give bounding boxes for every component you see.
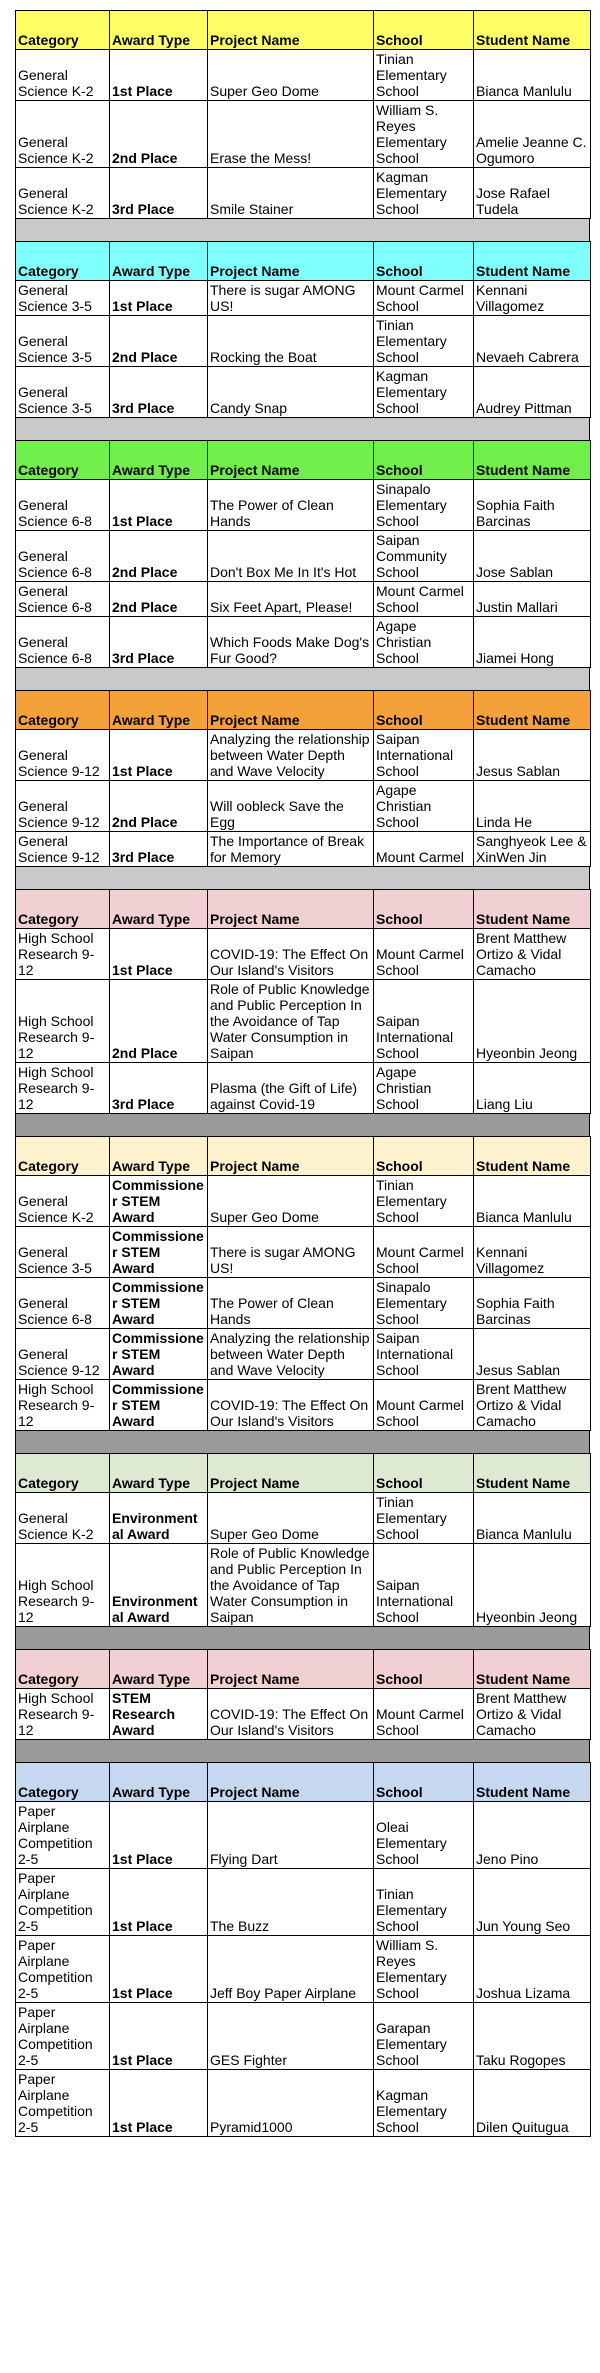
header-category: Category: [16, 1763, 110, 1802]
header-project-name: Project Name: [208, 1763, 374, 1802]
header-category: Category: [16, 890, 110, 929]
cell-award: STEM Research Award: [110, 1689, 208, 1740]
cell-student: Jose Rafael Tudela: [474, 168, 591, 219]
cell-category: General Science 6-8: [16, 582, 110, 617]
header-row: [16, 1454, 591, 1493]
header-school: School: [374, 1137, 474, 1176]
cell-school: Mount Carmel School: [374, 582, 474, 617]
cell-student: Hyeonbin Jeong: [474, 980, 591, 1063]
awards-table-section: [15, 1762, 591, 2137]
header-award-type: Award Type: [110, 1137, 208, 1176]
cell-school: Saipan International School: [374, 1544, 474, 1627]
table-row: [16, 316, 591, 367]
cell-student: Bianca Manlulu: [474, 50, 591, 101]
cell-school: William S. Reyes Elementary School: [374, 101, 474, 168]
header-award-type: Award Type: [110, 441, 208, 480]
cell-school: Garapan Elementary School: [374, 2003, 474, 2070]
header-project-name: Project Name: [208, 691, 374, 730]
cell-project: Will oobleck Save the Egg: [208, 781, 374, 832]
cell-school: Saipan International School: [374, 730, 474, 781]
awards-table-section: [15, 690, 591, 867]
cell-project: Analyzing the relationship between Water Depth and Wave Velocity: [208, 730, 374, 781]
cell-project: COVID-19: The Effect On Our Island's Visitors: [208, 1380, 374, 1431]
cell-category: General Science 6-8: [16, 617, 110, 668]
cell-project: Jeff Boy Paper Airplane: [208, 1936, 374, 2003]
table-row: [16, 1544, 591, 1627]
cell-project: Super Geo Dome: [208, 1493, 374, 1544]
cell-student: Jeno Pino: [474, 1802, 591, 1869]
table-row: [16, 1493, 591, 1544]
cell-project: Which Foods Make Dog's Fur Good?: [208, 617, 374, 668]
cell-category: High School Research 9-12: [16, 1544, 110, 1627]
header-project-name: Project Name: [208, 1454, 374, 1493]
cell-project: Plasma (the Gift of Life) against Covid-19: [208, 1063, 374, 1114]
cell-category: Paper Airplane Competition 2-5: [16, 1936, 110, 2003]
table-row: [16, 101, 591, 168]
cell-category: High School Research 9-12: [16, 1689, 110, 1740]
cell-student: Jesus Sablan: [474, 1329, 591, 1380]
cell-category: General Science 9-12: [16, 730, 110, 781]
header-row: [16, 1650, 591, 1689]
table-row: [16, 2003, 591, 2070]
table-row: [16, 1936, 591, 2003]
cell-school: Tinian Elementary School: [374, 50, 474, 101]
table-row: [16, 2070, 591, 2137]
header-project-name: Project Name: [208, 441, 374, 480]
cell-award: 3rd Place: [110, 1063, 208, 1114]
cell-school: Saipan Community School: [374, 531, 474, 582]
cell-category: General Science 3-5: [16, 1227, 110, 1278]
cell-project: There is sugar AMONG US!: [208, 1227, 374, 1278]
table-row: [16, 531, 591, 582]
cell-category: General Science 6-8: [16, 480, 110, 531]
table-row: [16, 582, 591, 617]
cell-category: General Science K-2: [16, 168, 110, 219]
header-project-name: Project Name: [208, 1650, 374, 1689]
cell-student: Nevaeh Cabrera: [474, 316, 591, 367]
cell-project: Super Geo Dome: [208, 1176, 374, 1227]
header-student-name: Student Name: [474, 441, 591, 480]
cell-school: Tinian Elementary School: [374, 1176, 474, 1227]
cell-award: Commissioner STEM Award: [110, 1278, 208, 1329]
header-award-type: Award Type: [110, 890, 208, 929]
cell-award: 2nd Place: [110, 781, 208, 832]
cell-student: Jesus Sablan: [474, 730, 591, 781]
cell-category: General Science 9-12: [16, 1329, 110, 1380]
cell-school: Agape Christian School: [374, 617, 474, 668]
cell-project: Role of Public Knowledge and Public Perception In the Avoidance of Tap Water Consumption in Saipan: [208, 1544, 374, 1627]
cell-student: Brent Matthew Ortizo & Vidal Camacho: [474, 929, 591, 980]
awards-table-section: [15, 1136, 591, 1431]
cell-category: General Science 9-12: [16, 832, 110, 867]
header-student-name: Student Name: [474, 242, 591, 281]
section-separator: [15, 668, 590, 690]
cell-school: Mount Carmel School: [374, 1689, 474, 1740]
section-separator: [15, 1114, 590, 1136]
cell-school: Sinapalo Elementary School: [374, 480, 474, 531]
cell-school: Agape Christian School: [374, 1063, 474, 1114]
cell-award: 1st Place: [110, 929, 208, 980]
cell-student: Liang Liu: [474, 1063, 591, 1114]
cell-category: General Science 6-8: [16, 531, 110, 582]
header-project-name: Project Name: [208, 1137, 374, 1176]
header-project-name: Project Name: [208, 242, 374, 281]
cell-student: Sophia Faith Barcinas: [474, 1278, 591, 1329]
table-row: [16, 1869, 591, 1936]
table-row: [16, 480, 591, 531]
cell-project: Flying Dart: [208, 1802, 374, 1869]
cell-student: Amelie Jeanne C. Ogumoro: [474, 101, 591, 168]
cell-project: COVID-19: The Effect On Our Island's Visitors: [208, 929, 374, 980]
cell-award: 2nd Place: [110, 531, 208, 582]
cell-school: Saipan International School: [374, 980, 474, 1063]
cell-award: 3rd Place: [110, 617, 208, 668]
cell-school: Kagman Elementary School: [374, 168, 474, 219]
cell-award: Commissioner STEM Award: [110, 1227, 208, 1278]
cell-project: Analyzing the relationship between Water Depth and Wave Velocity: [208, 1329, 374, 1380]
cell-category: General Science K-2: [16, 101, 110, 168]
awards-table-section: [15, 440, 591, 668]
table-row: [16, 168, 591, 219]
header-student-name: Student Name: [474, 1137, 591, 1176]
cell-award: 3rd Place: [110, 832, 208, 867]
table-row: [16, 50, 591, 101]
cell-student: Brent Matthew Ortizo & Vidal Camacho: [474, 1380, 591, 1431]
cell-award: 1st Place: [110, 1936, 208, 2003]
table-row: [16, 730, 591, 781]
section-separator: [15, 1431, 590, 1453]
cell-category: Paper Airplane Competition 2-5: [16, 1869, 110, 1936]
header-category: Category: [16, 242, 110, 281]
awards-sheet: [15, 10, 590, 2137]
awards-table-section: [15, 889, 591, 1114]
header-school: School: [374, 242, 474, 281]
cell-award: 1st Place: [110, 50, 208, 101]
table-row: [16, 1802, 591, 1869]
cell-award: 1st Place: [110, 2003, 208, 2070]
cell-award: 1st Place: [110, 480, 208, 531]
cell-school: Kagman Elementary School: [374, 367, 474, 418]
header-row: [16, 242, 591, 281]
header-row: [16, 11, 591, 50]
header-student-name: Student Name: [474, 890, 591, 929]
header-row: [16, 1763, 591, 1802]
cell-award: 2nd Place: [110, 980, 208, 1063]
cell-project: Rocking the Boat: [208, 316, 374, 367]
table-row: [16, 1329, 591, 1380]
header-school: School: [374, 1454, 474, 1493]
table-row: [16, 367, 591, 418]
section-separator: [15, 1740, 590, 1762]
cell-category: General Science 3-5: [16, 316, 110, 367]
header-school: School: [374, 1763, 474, 1802]
cell-project: Candy Snap: [208, 367, 374, 418]
cell-award: Environmental Award: [110, 1544, 208, 1627]
cell-student: Linda He: [474, 781, 591, 832]
cell-project: There is sugar AMONG US!: [208, 281, 374, 316]
table-row: [16, 832, 591, 867]
cell-project: Erase the Mess!: [208, 101, 374, 168]
cell-student: Audrey Pittman: [474, 367, 591, 418]
header-project-name: Project Name: [208, 11, 374, 50]
header-award-type: Award Type: [110, 11, 208, 50]
cell-school: Tinian Elementary School: [374, 316, 474, 367]
cell-category: General Science K-2: [16, 1493, 110, 1544]
cell-school: Agape Christian School: [374, 781, 474, 832]
header-award-type: Award Type: [110, 1650, 208, 1689]
header-school: School: [374, 441, 474, 480]
cell-category: General Science 3-5: [16, 367, 110, 418]
awards-table-section: [15, 241, 591, 418]
header-category: Category: [16, 1137, 110, 1176]
table-row: [16, 617, 591, 668]
cell-category: General Science 3-5: [16, 281, 110, 316]
cell-student: Sophia Faith Barcinas: [474, 480, 591, 531]
header-school: School: [374, 1650, 474, 1689]
cell-school: Mount Carmel School: [374, 929, 474, 980]
awards-table-section: [15, 10, 591, 219]
cell-project: The Importance of Break for Memory: [208, 832, 374, 867]
header-school: School: [374, 11, 474, 50]
cell-award: Commissioner STEM Award: [110, 1176, 208, 1227]
table-row: [16, 1689, 591, 1740]
awards-table-section: [15, 1649, 591, 1740]
header-student-name: Student Name: [474, 691, 591, 730]
cell-project: Don't Box Me In It's Hot: [208, 531, 374, 582]
table-row: [16, 1176, 591, 1227]
cell-school: Tinian Elementary School: [374, 1869, 474, 1936]
cell-school: Tinian Elementary School: [374, 1493, 474, 1544]
cell-award: 3rd Place: [110, 168, 208, 219]
cell-project: Pyramid1000: [208, 2070, 374, 2137]
cell-award: 2nd Place: [110, 316, 208, 367]
table-row: [16, 1063, 591, 1114]
header-category: Category: [16, 11, 110, 50]
cell-project: Six Feet Apart, Please!: [208, 582, 374, 617]
cell-award: Commissioner STEM Award: [110, 1329, 208, 1380]
cell-category: General Science 6-8: [16, 1278, 110, 1329]
cell-school: Mount Carmel School: [374, 281, 474, 316]
awards-table-section: [15, 1453, 591, 1627]
cell-project: The Power of Clean Hands: [208, 480, 374, 531]
cell-student: Kennani Villagomez: [474, 1227, 591, 1278]
header-category: Category: [16, 1650, 110, 1689]
cell-award: 1st Place: [110, 2070, 208, 2137]
cell-category: General Science K-2: [16, 50, 110, 101]
cell-award: 1st Place: [110, 1869, 208, 1936]
cell-category: High School Research 9-12: [16, 1063, 110, 1114]
cell-category: Paper Airplane Competition 2-5: [16, 2003, 110, 2070]
table-row: [16, 1227, 591, 1278]
cell-student: Jose Sablan: [474, 531, 591, 582]
header-category: Category: [16, 1454, 110, 1493]
cell-student: Brent Matthew Ortizo & Vidal Camacho: [474, 1689, 591, 1740]
cell-category: High School Research 9-12: [16, 929, 110, 980]
header-row: [16, 691, 591, 730]
cell-school: Oleai Elementary School: [374, 1802, 474, 1869]
cell-student: Jun Young Seo: [474, 1869, 591, 1936]
cell-category: High School Research 9-12: [16, 980, 110, 1063]
cell-school: Saipan International School: [374, 1329, 474, 1380]
header-student-name: Student Name: [474, 1650, 591, 1689]
header-student-name: Student Name: [474, 1763, 591, 1802]
cell-school: Sinapalo Elementary School: [374, 1278, 474, 1329]
cell-category: Paper Airplane Competition 2-5: [16, 1802, 110, 1869]
cell-award: 3rd Place: [110, 367, 208, 418]
cell-student: Sanghyeok Lee & XinWen Jin: [474, 832, 591, 867]
cell-project: Smile Stainer: [208, 168, 374, 219]
cell-project: Super Geo Dome: [208, 50, 374, 101]
cell-project: The Power of Clean Hands: [208, 1278, 374, 1329]
cell-student: Jiamei Hong: [474, 617, 591, 668]
header-award-type: Award Type: [110, 691, 208, 730]
cell-project: The Buzz: [208, 1869, 374, 1936]
cell-school: Mount Carmel: [374, 832, 474, 867]
section-separator: [15, 219, 590, 241]
header-project-name: Project Name: [208, 890, 374, 929]
cell-award: 1st Place: [110, 281, 208, 316]
cell-project: COVID-19: The Effect On Our Island's Visitors: [208, 1689, 374, 1740]
cell-student: Kennani Villagomez: [474, 281, 591, 316]
header-student-name: Student Name: [474, 11, 591, 50]
cell-school: Mount Carmel School: [374, 1380, 474, 1431]
cell-project: GES Fighter: [208, 2003, 374, 2070]
cell-award: 1st Place: [110, 1802, 208, 1869]
cell-award: 1st Place: [110, 730, 208, 781]
header-row: [16, 441, 591, 480]
cell-student: Hyeonbin Jeong: [474, 1544, 591, 1627]
header-award-type: Award Type: [110, 242, 208, 281]
cell-category: High School Research 9-12: [16, 1380, 110, 1431]
header-row: [16, 890, 591, 929]
cell-category: General Science K-2: [16, 1176, 110, 1227]
header-award-type: Award Type: [110, 1454, 208, 1493]
cell-award: Environmental Award: [110, 1493, 208, 1544]
cell-award: 2nd Place: [110, 582, 208, 617]
section-separator: [15, 418, 590, 440]
cell-category: Paper Airplane Competition 2-5: [16, 2070, 110, 2137]
table-row: [16, 781, 591, 832]
table-row: [16, 980, 591, 1063]
cell-student: Bianca Manlulu: [474, 1493, 591, 1544]
header-student-name: Student Name: [474, 1454, 591, 1493]
cell-project: Role of Public Knowledge and Public Perception In the Avoidance of Tap Water Consumption in Saipan: [208, 980, 374, 1063]
cell-school: Kagman Elementary School: [374, 2070, 474, 2137]
header-award-type: Award Type: [110, 1763, 208, 1802]
header-category: Category: [16, 441, 110, 480]
table-row: [16, 281, 591, 316]
header-school: School: [374, 890, 474, 929]
cell-category: General Science 9-12: [16, 781, 110, 832]
cell-award: Commissioner STEM Award: [110, 1380, 208, 1431]
section-separator: [15, 867, 590, 889]
header-school: School: [374, 691, 474, 730]
section-separator: [15, 1627, 590, 1649]
cell-student: Joshua Lizama: [474, 1936, 591, 2003]
table-row: [16, 1380, 591, 1431]
cell-student: Dilen Quitugua: [474, 2070, 591, 2137]
cell-student: Taku Rogopes: [474, 2003, 591, 2070]
header-row: [16, 1137, 591, 1176]
cell-award: 2nd Place: [110, 101, 208, 168]
cell-student: Bianca Manlulu: [474, 1176, 591, 1227]
cell-school: Mount Carmel School: [374, 1227, 474, 1278]
cell-student: Justin Mallari: [474, 582, 591, 617]
table-row: [16, 929, 591, 980]
cell-school: William S. Reyes Elementary School: [374, 1936, 474, 2003]
header-category: Category: [16, 691, 110, 730]
table-row: [16, 1278, 591, 1329]
